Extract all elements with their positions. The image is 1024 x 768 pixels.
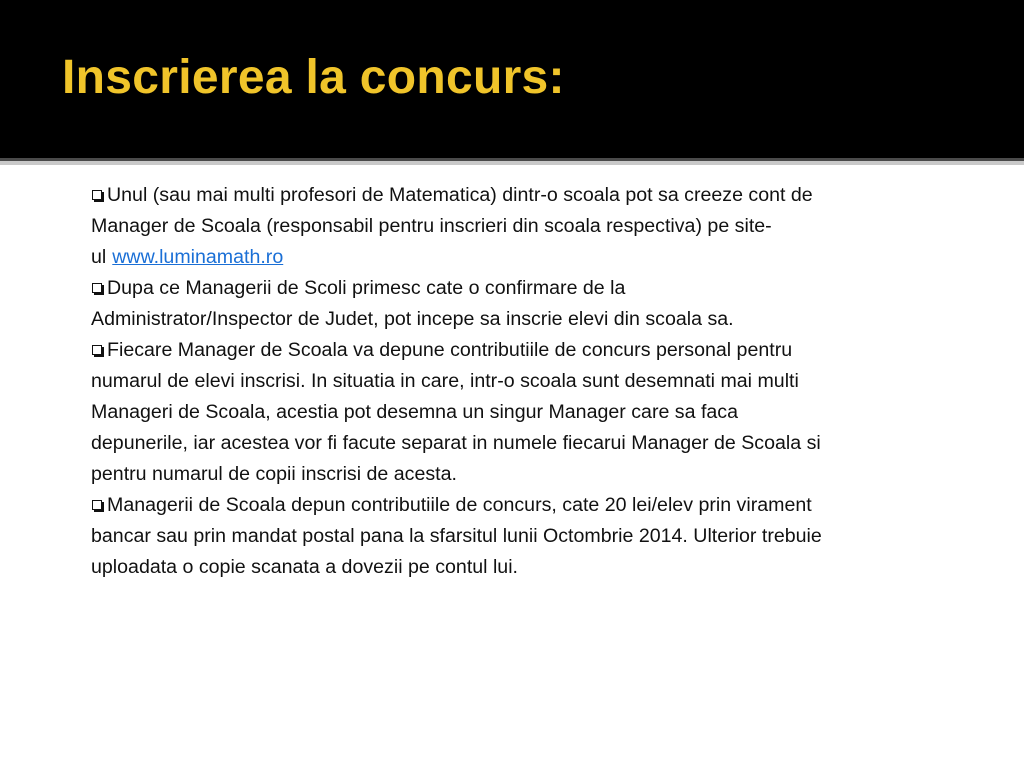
checkbox-square-icon [92,283,102,293]
checkbox-square-icon [92,500,102,510]
slide-title: Inscrierea la concurs: [62,51,565,104]
bullet-list [91,180,831,583]
bullet-text-1: Unul (sau mai multi profesori de Matematica) dintr-o scoala pot sa creeze cont de Manager de Scoala (responsabil pentru inscrieri din scoala respectiva) pe site-ul [91,184,813,268]
bullet-text-2: Dupa ce Managerii de Scoli primesc cate o confirmare de la Administrator/Inspector de Judet, pot incepe sa inscrie elevi din scoala sa. [91,277,734,330]
website-link[interactable]: www.luminamath.ro [112,246,284,268]
title-bar [0,0,1024,158]
title-divider-shadow [0,161,1024,165]
checkbox-square-icon [92,190,102,200]
bullet-text-4: Managerii de Scoala depun contributiile de concurs, cate 20 lei/elev prin virament bancar sau prin mandat postal pana la sfarsitul lunii Octombrie 2014. Ulterior trebuie uploadata o copie scanata a dovezii pe contul lui. [91,494,822,578]
bullet-item-1 [91,180,831,273]
checkbox-square-icon [92,345,102,355]
bullet-text-3: Fiecare Manager de Scoala va depune contributiile de concurs personal pentru numarul de elevi inscrisi. In situatia in care, intr-o scoala sunt desemnati mai multi Manageri de Scoala, acestia pot desemna un singur Manager care sa faca depunerile, iar acestea vor fi facute separat in numele fiecarui Manager de Scoala si pentru numarul de copii inscrisi de acesta. [91,339,821,485]
bullet-item-2 [91,273,831,335]
bullet-item-3 [91,335,831,490]
bullet-item-4 [91,490,831,583]
